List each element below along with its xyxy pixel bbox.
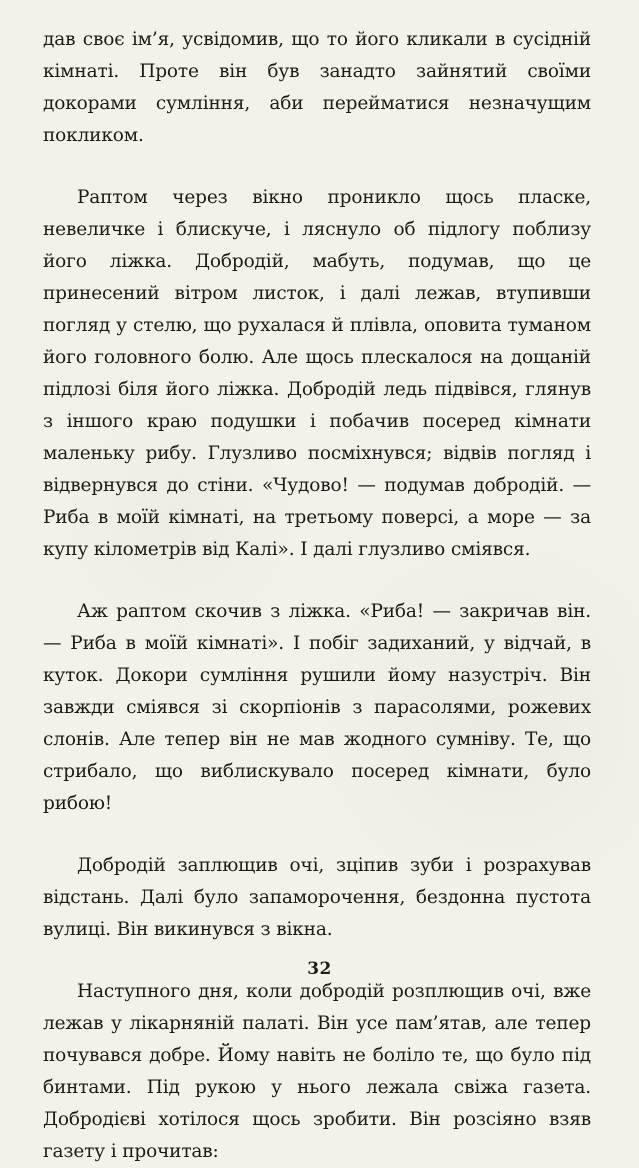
paragraph-2: Раптом через вікно проникло щось пласке, невеличке і блискуче, і ляснуло об підлогу поблизу його ліжка. Добродій, мабуть, подумав, що це принесений вітром листок, і далі лежав, втупивши погляд у стелю, що рухалася й плівла, оповита туманом його головного болю. Але щось плескалося на дощаній підлозі біля його ліжка. Добродій ледь підвівся, глянув з іншого краю подушки і побачив посеред кімнати маленьку рибу. Глузливо посміхнувся; відвів погляд і відвернувся до стіни. «Чудово! — подумав добродій. — Риба в моїй кімнаті, на третьому поверсі, а море — за купу кілометрів від Калі». І далі глузливо сміявся. (43, 187, 591, 560)
paragraph-5: Наступного дня, коли добродій розплющив очі, вже лежав у лікарняній палаті. Він усе пам’ятав, але тепер почувався добре. Йому навіть не боліло те, що було під бинтами. Під рукою у нього лежала свіжа газета. Добродієві хотілося щось зробити. Він розсіяно взяв газету і прочитав: (43, 981, 591, 1162)
paragraph-3: Аж раптом скочив з ліжка. «Риба! — закричав він. — Риба в моїй кімнаті». І побіг задиханий, у відчай, в куток. Докори сумління рушили йому назустріч. Він завжди сміявся зі скорпіонів з парасолями, рожевих слонів. Але тепер він не мав жодного сумніву. Те, що стрибало, що виблискувало посеред кімнати, було рибою! (43, 601, 591, 814)
page-text-block (43, 24, 591, 1168)
paragraph-4: Добродій заплющив очі, зціпив зуби і розрахував відстань. Далі було запаморочення, бездонна пустота вулиці. Він викинувся з вікна. (43, 855, 591, 940)
paragraph-1: дав своє ім’я, усвідомив, що то його кликали в сусідній кімнаті. Проте він був занадто зайнятий своїми докорами сумління, аби перейматися незначущим покликом. (43, 29, 591, 146)
page-number: 32 (307, 959, 332, 979)
